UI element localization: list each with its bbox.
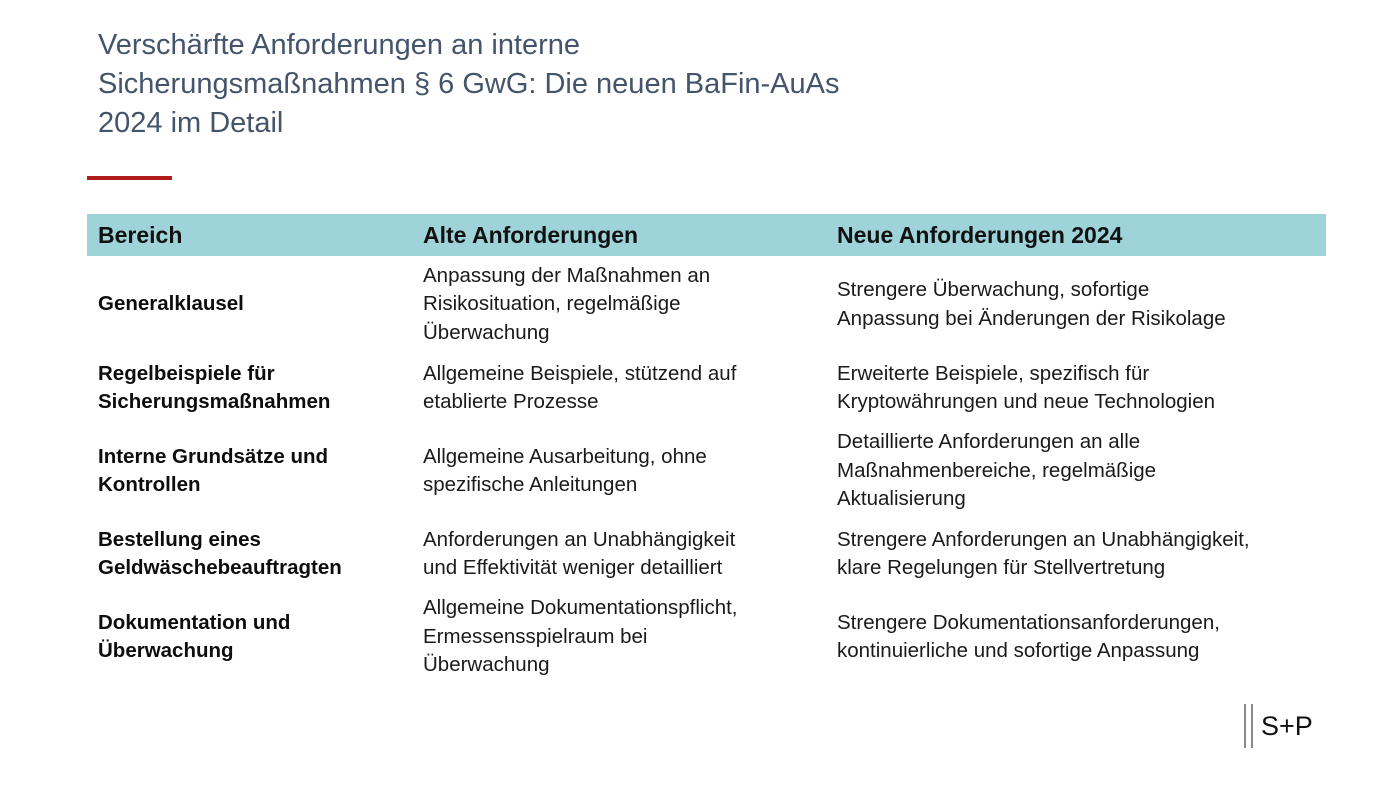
company-logo	[1244, 703, 1313, 749]
cell-line: Aktualisierung	[837, 487, 966, 511]
cell-area	[87, 290, 412, 319]
cell-area	[87, 443, 412, 500]
cell-area	[87, 360, 412, 417]
cell-old	[412, 526, 826, 583]
cell-line: Kryptowährungen und neue Technologien	[837, 390, 1216, 413]
cell-line: Bestellung eines	[98, 527, 261, 551]
cell-new	[826, 360, 1326, 417]
cell-new	[826, 428, 1326, 514]
cell-line: Strengere Überwachung, sofortige	[837, 278, 1150, 301]
cell-line: Maßnahmenbereiche, regelmäßige	[837, 458, 1157, 482]
cell-line: Risikosituation, regelmäßige	[423, 292, 681, 316]
cell-line: Anpassung bei Änderungen der Risikolage	[837, 306, 1226, 330]
logo-bar	[1244, 704, 1246, 748]
header-bereich: Bereich	[98, 221, 183, 248]
logo-bar	[1251, 704, 1253, 748]
slide-title-line: Verschärfte Anforderungen an interne	[98, 29, 581, 61]
cell-line: und Effektivität weniger detailliert	[423, 556, 723, 579]
cell-line: klare Regelungen für Stellvertretung	[837, 556, 1166, 579]
cell-line: Detaillierte Anforderungen an alle	[837, 430, 1141, 454]
cell-line: Anforderungen an Unabhängigkeit	[423, 527, 736, 551]
cell-line: Interne Grundsätze und	[98, 444, 329, 468]
cell-line: Strengere Dokumentationsanforderungen,	[837, 610, 1220, 634]
logo-text: S+P	[1261, 710, 1313, 741]
accent-divider	[87, 176, 172, 180]
cell-line: Strengere Anforderungen an Unabhängigkeit,	[837, 527, 1250, 551]
cell-line: Regelbeispiele für	[98, 361, 275, 385]
cell-line: Überwachung	[423, 320, 550, 344]
slide-title-line: 2024 im Detail	[98, 107, 284, 139]
cell-old	[412, 594, 826, 680]
header-neue-anforderungen: Neue Anforderungen 2024	[837, 221, 1123, 248]
cell-line: Sicherungsmaßnahmen	[98, 390, 331, 413]
cell-old	[412, 443, 826, 500]
table-row	[87, 519, 1326, 589]
cell-line: spezifische Anleitungen	[423, 473, 638, 496]
cell-line: Überwachung	[423, 653, 550, 677]
cell-line: kontinuierliche und sofortige Anpassung	[837, 639, 1200, 662]
cell-line: Allgemeine Beispiele, stützend auf	[423, 361, 737, 385]
cell-old	[412, 262, 826, 348]
cell-area	[87, 609, 412, 666]
slide-title-line: Sicherungsmaßnahmen § 6 GwG: Die neuen BaFin-AuAs	[98, 68, 840, 100]
double-vertical-bars-icon	[1244, 704, 1253, 748]
cell-line: Allgemeine Ausarbeitung, ohne	[423, 444, 707, 468]
comparison-table	[87, 214, 1326, 685]
slide-title	[98, 26, 998, 143]
cell-line: Erweiterte Beispiele, spezifisch für	[837, 361, 1150, 385]
table-row	[87, 256, 1326, 353]
table-row	[87, 589, 1326, 685]
cell-new	[826, 276, 1326, 333]
cell-new	[826, 526, 1326, 583]
cell-line: Kontrollen	[98, 473, 201, 496]
cell-line: etablierte Prozesse	[423, 390, 599, 413]
cell-line: Generalklausel	[98, 292, 244, 316]
cell-line: Allgemeine Dokumentationspflicht,	[423, 596, 738, 620]
cell-area	[87, 526, 412, 583]
table-row	[87, 353, 1326, 423]
cell-line: Überwachung	[98, 639, 234, 662]
cell-line: Anpassung der Maßnahmen an	[423, 263, 711, 287]
cell-line: Dokumentation und	[98, 610, 291, 634]
cell-line: Geldwäschebeauftragten	[98, 556, 342, 579]
cell-line: Ermessensspielraum bei	[423, 624, 648, 648]
table-row	[87, 423, 1326, 519]
header-alte-anforderungen: Alte Anforderungen	[423, 221, 639, 248]
cell-new	[826, 609, 1326, 666]
cell-old	[412, 360, 826, 417]
table-header	[87, 214, 1326, 256]
